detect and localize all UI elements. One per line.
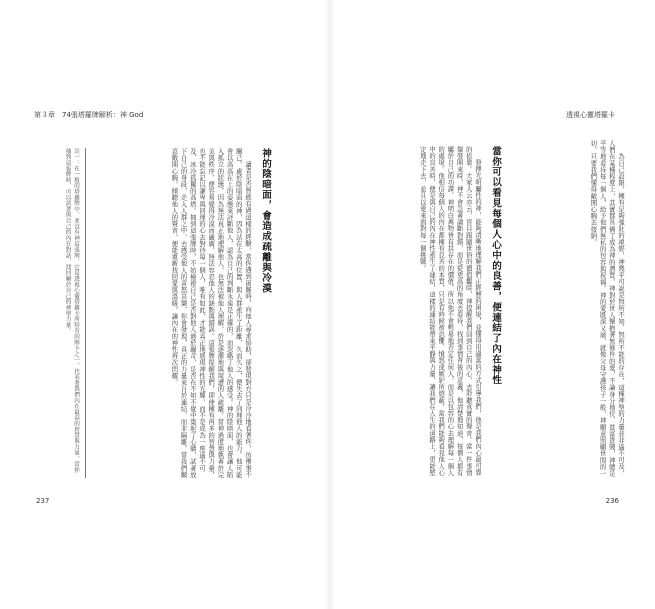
running-header-left: 第３章 74張塔羅牌解析：神 God — [34, 111, 144, 119]
left-page-section-heading: 神的陰暗面，會造成疏離與冷漠 — [260, 148, 271, 294]
footnote-rule — [85, 148, 86, 478]
right-page-intro-text: 為自己設限，擁有足夠強壯的視野，神幾乎可說是無所不知、無所不能的存在，這種神聖的力量並非遙不可及，人們在某種程度上，其實都具備了成為神的潛質。神對於世人懷抱著無條件的愛，不論身分地位、貧富貴賤，神總是平等地看待每一個人，給予他們無私的包容與祝福。神的愛既深又廣，就像父母守護孩子一般，神願意照顧世間的一切，只要我們懂得敞開心胸去接納。 — [589, 140, 624, 477]
page-number-left: 237 — [36, 497, 50, 505]
footnote-text: 註一：在一般的塔羅牌中，並沒有神這張牌，它是透視心靈塔羅卡所特有的牌卡之一，代表著我們內在最高的智慧與力量。當你抽到這張牌時，可以試著與自己的內在對話，找回屬於自己的神聖力量。 — [64, 148, 79, 473]
page-number-right: 236 — [605, 497, 619, 505]
page-gutter — [325, 0, 335, 609]
right-page-section-heading: 當你可以看見每個人心中的良善，便連結了內在神性 — [490, 146, 501, 386]
left-page-body-text: 讀者是否曾經有過這樣的經驗，當你遇到困難時，向他人尋求協助，卻發現對方只是冷冷地看著你，彷彿事不關己。處於陰暗面的神，因為站在太高的位置，與人群產生了距離，久而久之，便失去了同理他人的能力。他可能會以高高在上的姿態來評斷他人，認為自己的判斷永遠是正確的，而忽略了他人的感受。神的陰暗面，也會讓人陷入孤立的狀態，因為無法真正地理解他人，也無法被他人理解，於是逐漸地與周遭的人疏離。當神過度地執著於完美與秩序，便容易變得冷漠而嚴厲，無法容忍他人的缺點與錯誤。這張牌提醒我們，即使擁有再多的智慧與力量，也不能忘記以謙卑與同理的心去對待每一個人，唯有如此，才能真正地展現神性的光輝，而不是成為一座遙不可及、冰冷孤獨的高塔。抽到這張牌時，不妨檢視自己是否對他人過於嚴苛，是否在不知不覺中築起了心牆，試著放下自己的身段，走入人群之中，去感受他人的喜怒哀樂，你會發現，真正的力量來自於連結，而非隔離。當我們願意敞開心胸，傾聽他人的聲音，便能重新找回愛與溫暖，讓內在的神性再次閃耀。 — [170, 148, 251, 478]
running-header-right: 透視心靈塔羅卡 — [566, 111, 615, 119]
right-page-body-text: 發揮光明屬性的神，能夠清晰地理解我們正經歷的困境，並懂得用適當的方式引導我們，他是我們內心最可靠的依靠。大家人云亦云，盲目跟隨世俗的價值觀時，神提醒我們回到自己的內心，去聆聽真實的聲音。當一件事情爆發開來時，神不會急著論斷對錯，而是從更高的角度去看待，找到事情背後的意義，他清楚地知道，每個人都有屬於自己的功課。神明白萬物皆有其存在的價值，所以他不會輕易地否定任何人，而是以包容的心去理解每一個人的處境。他相信每個人的內在都擁有良善的本質，只是有時候被恐懼、憤怒或嫉妒所遮蔽，當我們能夠看見他人心中的良善時，便是與自己的內在神性產生了連結，這樣的連結能帶來平靜與力量，讓我們在人生的道路上，更能堅定地走下去，並且以愛來面對每一個挑戰。 — [418, 146, 481, 476]
